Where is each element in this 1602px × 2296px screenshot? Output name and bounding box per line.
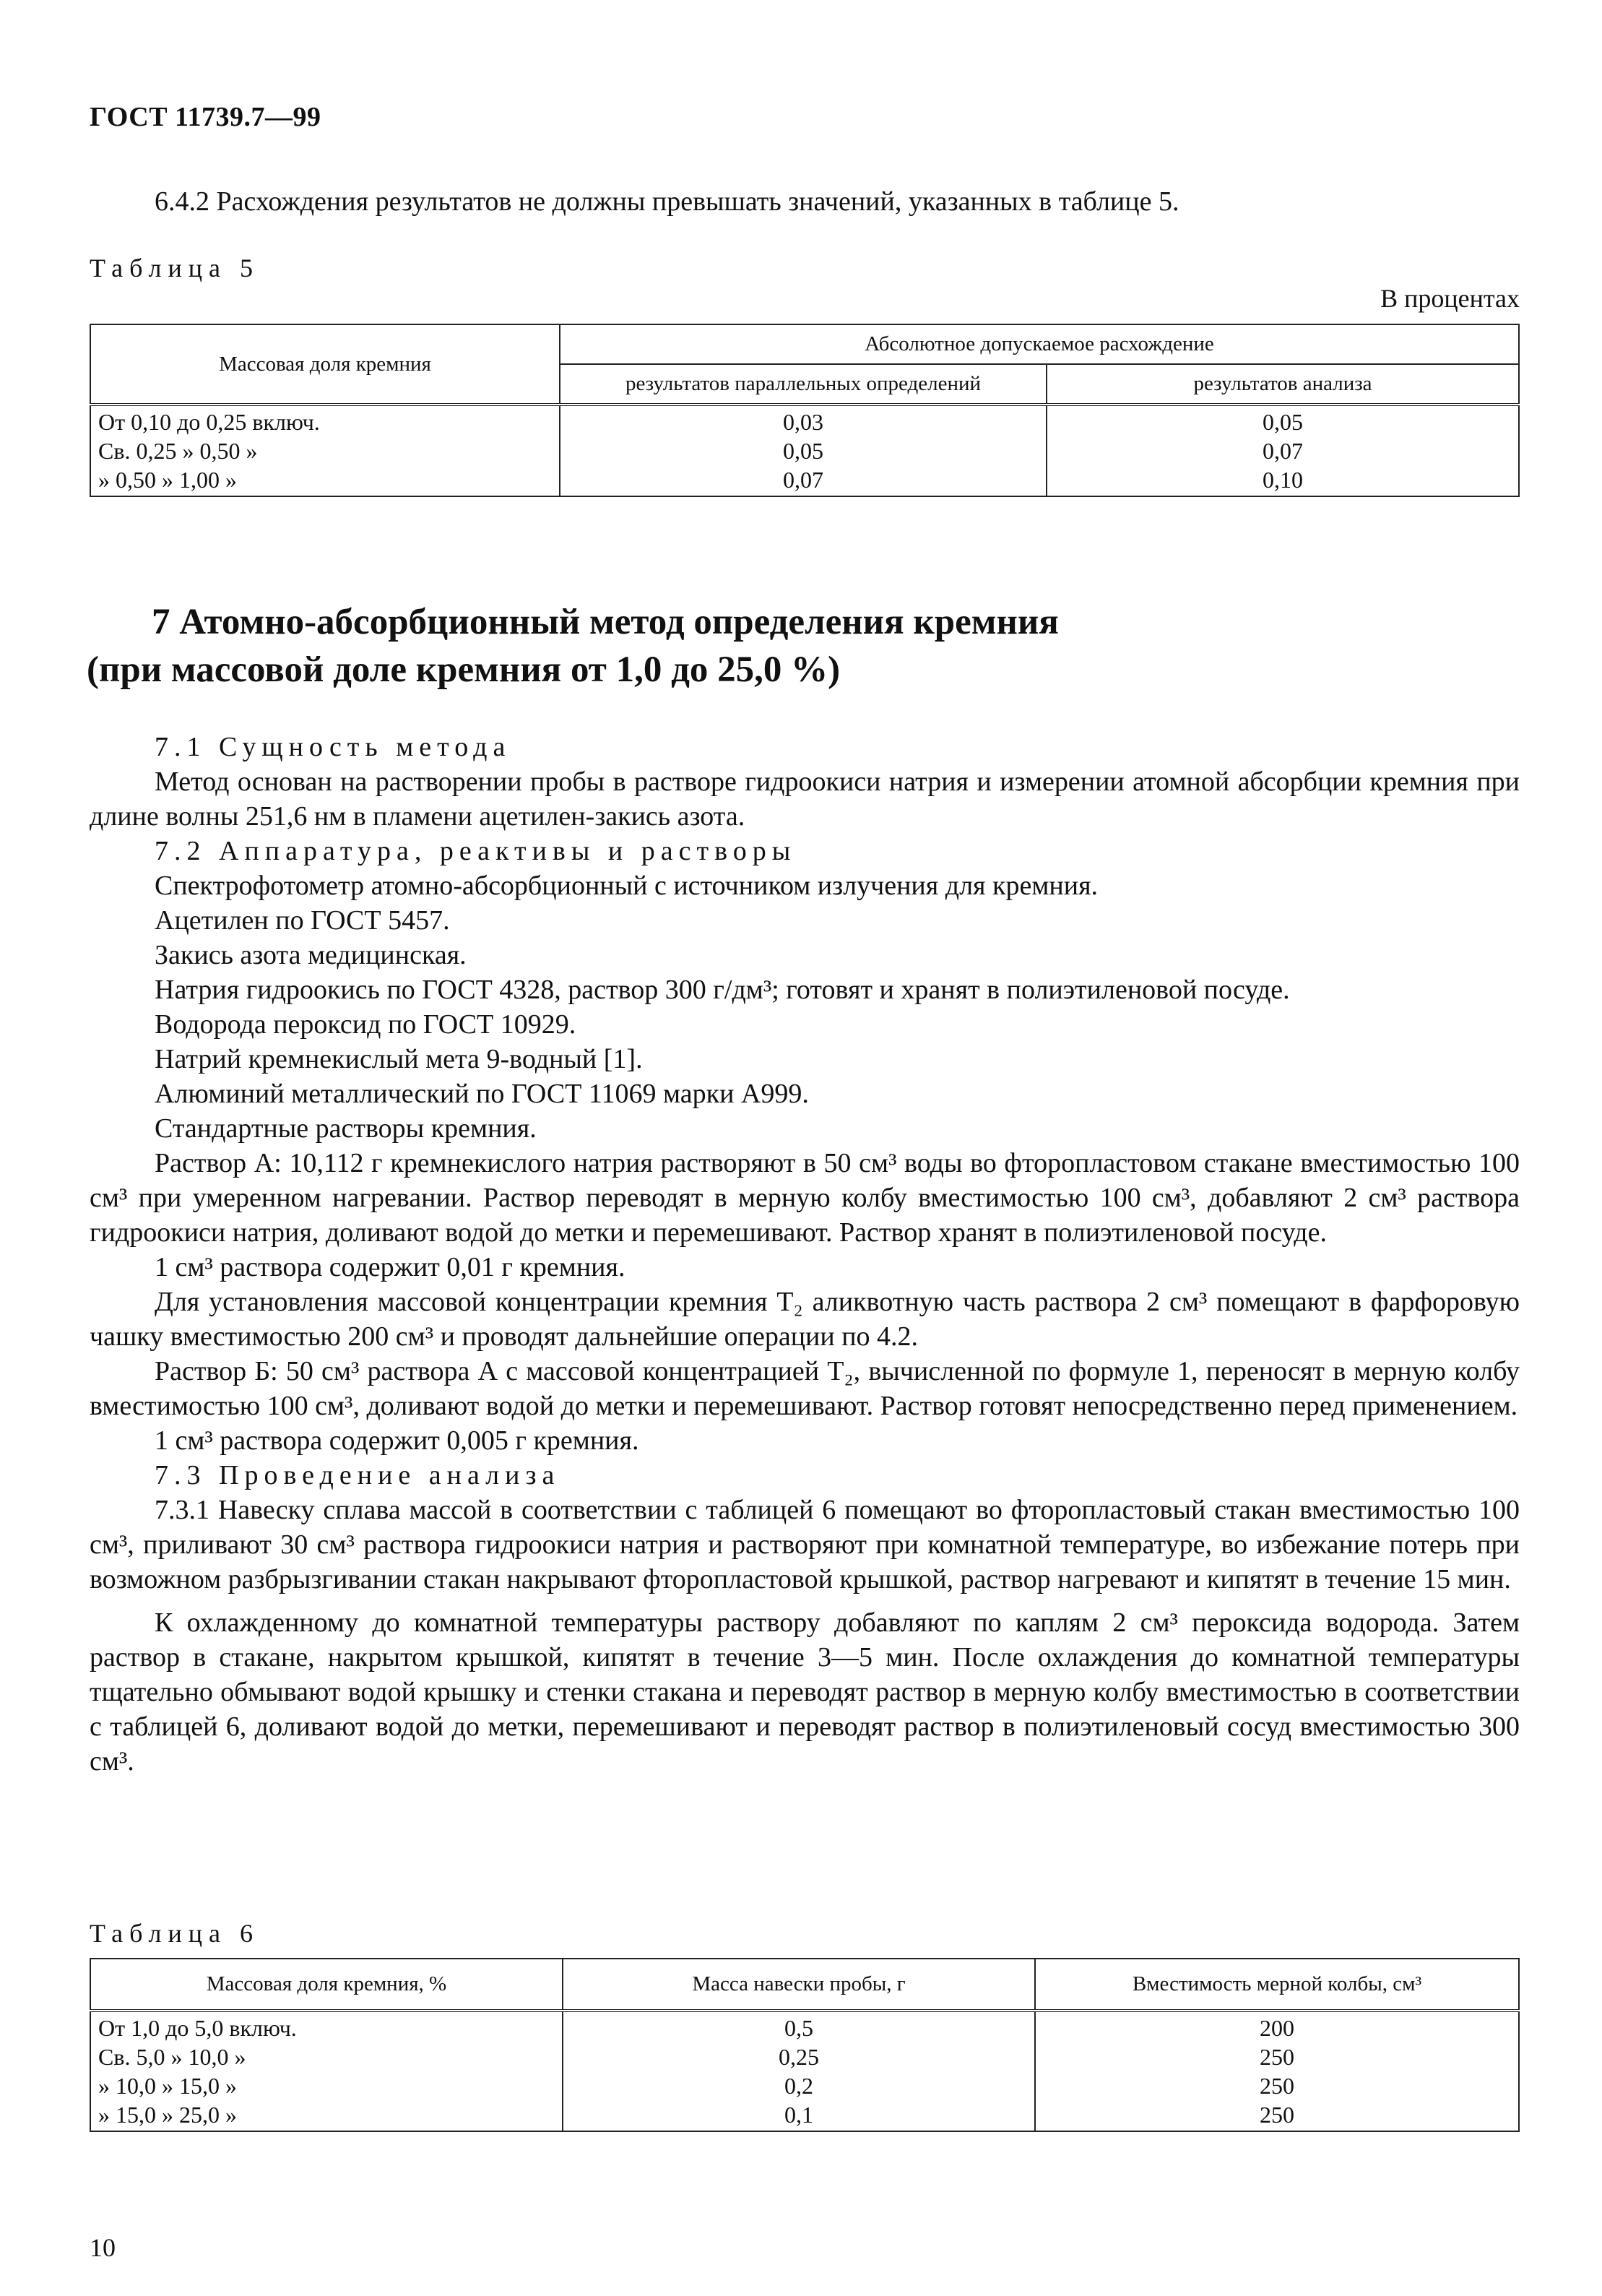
table6-caption: Таблица 6 [90, 1919, 259, 1948]
reagent-item: Стандартные растворы кремния. [155, 1113, 537, 1144]
reagent-item: Ацетилен по ГОСТ 5457. [155, 905, 450, 936]
section7-heading-line1: 7 Атомно-абсорбционный метод определения кремния [152, 602, 1059, 642]
table6-body [90, 2011, 1519, 2131]
subsection-7-1-title: 7.1 Сущность метода [155, 732, 511, 762]
reagent-item: Закись азота медицинская. [155, 940, 467, 970]
table6-col-sample-mass: Масса навески пробы, г [563, 1959, 1035, 2011]
table5-col1-cells [90, 405, 560, 496]
table6-col-mass-fraction: Массовая доля кремния, % [90, 1959, 563, 2011]
reagent-item: Алюминий металлический по ГОСТ 11069 марки А999. [155, 1079, 809, 1109]
table-cell: Св. 5,0 » 10,0 » [98, 2044, 246, 2070]
table-cell: 0,07 [1263, 438, 1303, 464]
table-cell: 250 [1260, 2044, 1294, 2070]
table5-col2-cells [560, 405, 1047, 496]
table-cell: 0,10 [1263, 467, 1303, 493]
section7-heading [87, 598, 1059, 694]
solution-a-concentration: 1 см³ раствора содержит 0,01 г кремния. [155, 1252, 625, 1282]
table-cell: » 10,0 » 15,0 » [98, 2073, 237, 2099]
subsection-7-2-title: 7.2 Аппаратура, реактивы и растворы [155, 836, 797, 866]
solution-a-t2-text: Для установления массовой концентрации кремния T₂ аликвотную часть раствора 2 см³ помещают в фарфоровую чашку вместимостью 200 см³ и проводят дальнейшие операции по 4.2. [90, 1287, 1520, 1352]
table5 [90, 324, 1520, 497]
section7-body [90, 730, 1520, 1779]
solution-b-concentration: 1 см³ раствора содержит 0,005 г кремния. [155, 1425, 639, 1456]
subsection-7-1-text: Метод основан на растворении пробы в растворе гидроокиси натрия и измерении атомной абсорбции кремния при длине волны 251,6 нм в пламени ацетилен-закись азота. [90, 767, 1520, 832]
table-cell: 0,07 [783, 467, 823, 493]
table5-unit: В процентах [1380, 284, 1520, 313]
table-cell: 0,05 [783, 438, 823, 464]
table-cell: 0,2 [784, 2073, 813, 2099]
document-header: ГОСТ 11739.7—99 [90, 102, 321, 132]
table-cell: 0,03 [783, 409, 823, 435]
table-cell: » 0,50 » 1,00 » [98, 467, 237, 493]
table6-col3-cells [1035, 2011, 1519, 2131]
reagent-item: Спектрофотометр атомно-абсорбционный с источником излучения для кремния. [155, 871, 1099, 901]
table6-col2-cells [563, 2011, 1035, 2131]
section7-heading-line2: (при массовой доле кремния от 1,0 до 25,0 %) [87, 649, 841, 690]
page-number: 10 [90, 2233, 116, 2262]
table5-col-analysis: результатов анализа [1047, 364, 1519, 405]
table5-col-mass-fraction: Массовая доля кремния [90, 324, 560, 405]
table-cell: 200 [1260, 2015, 1294, 2041]
table-cell: 0,25 [779, 2044, 819, 2070]
table-cell: От 1,0 до 5,0 включ. [98, 2015, 297, 2041]
paragraph-text: 6.4.2 Расхождения результатов не должны превышать значений, указанных в таблице 5. [155, 186, 1179, 217]
subsection-7-3-title: 7.3 Проведение анализа [155, 1460, 560, 1490]
table-cell: От 0,10 до 0,25 включ. [98, 409, 320, 435]
reagent-item: Водорода пероксид по ГОСТ 10929. [155, 1009, 576, 1040]
table6-col1-cells [90, 2011, 563, 2131]
reagent-item: Натрия гидроокись по ГОСТ 4328, раствор 300 г/дм³; готовят и хранят в полиэтиленовой посуде. [155, 975, 1290, 1005]
subsection-7-3-1-continuation: К охлажденному до комнатной температуры раствору добавляют по каплям 2 см³ пероксида водорода. Затем раствор в стакане, накрытом крышкой, кипятят в течение 3—5 мин. После охлаждения до комнатной температуры тщательно обмывают водой крышку и стенки стакана и переводят раствор в мерную колбу вместимостью в соответствии с таблицей 6, доливают водой до метки, перемешивают и переводят раствор в полиэтиленовый сосуд вместимостью 300 см³. [90, 1607, 1520, 1777]
table5-col-parallel: результатов параллельных определений [560, 364, 1047, 405]
table5-col-group: Абсолютное допускаемое расхождение [560, 324, 1519, 364]
table-cell: 250 [1260, 2102, 1294, 2128]
table-cell: 0,1 [784, 2102, 813, 2128]
paragraph-6-4-2 [90, 184, 1520, 219]
solution-a-text: Раствор А: 10,112 г кремнекислого натрия растворяют в 50 см³ воды во фторопластовом стакане вместимостью 100 см³ при умеренном нагревании. Раствор переводят в мерную колбу вместимостью 100 см³, добавляют 2 см³ раствора гидроокиси натрия, доливают водой до метки и перемешивают. Раствор хранят в полиэтиленовой посуде. [90, 1148, 1520, 1248]
table5-caption: Таблица 5 [90, 254, 259, 282]
table-cell: 250 [1260, 2073, 1294, 2099]
table5-body [90, 405, 1519, 496]
table-cell: 0,5 [784, 2015, 813, 2041]
table-cell: 0,05 [1263, 409, 1303, 435]
table6 [90, 1958, 1520, 2132]
table-cell: Св. 0,25 » 0,50 » [98, 438, 258, 464]
table6-col-flask-volume: Вместимость мерной колбы, см³ [1035, 1959, 1519, 2011]
subsection-7-3-1-text: 7.3.1 Навеску сплава массой в соответствии с таблицей 6 помещают во фторопластовый стакан вместимостью 100 см³, приливают 30 см³ раствора гидроокиси натрия и растворяют при комнатной температуре, во избежание потерь при возможном разбрызгивании стакан накрывают фторопластовой крышкой, раствор нагревают и кипятят в течение 15 мин. [90, 1495, 1520, 1594]
table5-col3-cells [1047, 405, 1519, 496]
solution-b-text: Раствор Б: 50 см³ раствора А с массовой концентрацией T₂, вычисленной по формуле 1, переносят в мерную колбу вместимостью 100 см³, доливают водой до метки и перемешивают. Раствор готовят непосредственно перед применением. [90, 1356, 1520, 1421]
table-cell: » 15,0 » 25,0 » [98, 2102, 237, 2128]
reagent-item: Натрий кремнекислый мета 9-водный [1]. [155, 1044, 643, 1074]
